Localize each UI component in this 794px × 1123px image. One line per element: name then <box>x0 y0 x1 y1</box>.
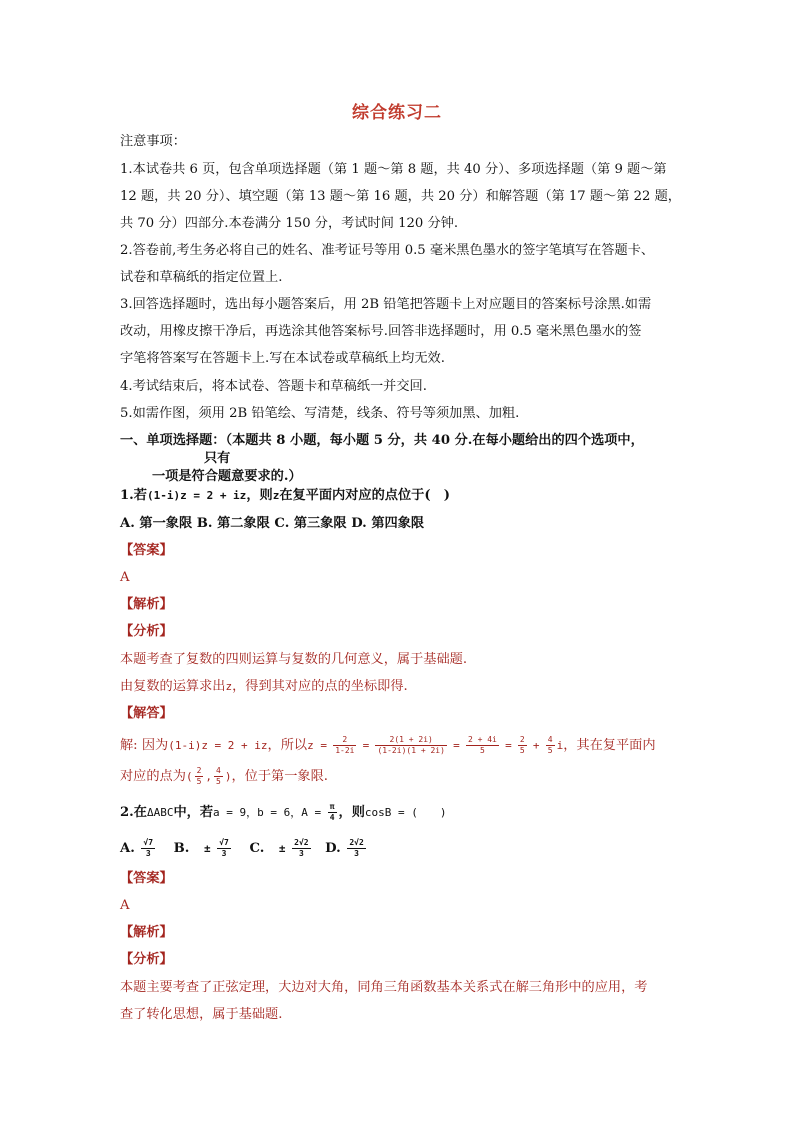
q1-answer-tag: 【答案】 <box>120 543 173 558</box>
note-4: 4.考试结束后，将本试卷、答题卡和草稿纸一并交回. <box>120 379 427 394</box>
note-3-line-3: 字笔将答案写在答题卡上.写在本试卷或草稿纸上均无效. <box>120 351 445 366</box>
question-1-stem: 1.若(1-i)z = 2 + iz，则z在复平面内对应的点位于( ) <box>120 488 451 503</box>
page-title: 综合练习二 <box>352 103 442 123</box>
q2-answer-tag: 【答案】 <box>120 871 173 886</box>
fraction: $\frac{2(1 + 2i)}{(1-2i)(1 + 2i)}$ <box>377 735 445 755</box>
section-1-heading: 一、单项选择题：（本题共 8 小题，每小题 5 分，共 40 分.在每小题给出的四个选项中， <box>120 433 644 448</box>
q1-jieda-tag: 【解答】 <box>120 706 173 721</box>
fraction: $\frac{√7}{3}$ <box>219 838 229 858</box>
note-1-line-1: 1.本试卷共 6 页，包含单项选择题（第 1 题～第 8 题，共 40 分）、多项选择题（第 9 题～第 <box>120 162 667 177</box>
note-1-line-3: 共 70 分）四部分.本卷满分 150 分，考试时间 120 分钟. <box>120 216 459 231</box>
q1-answer: A <box>120 570 130 585</box>
q2-fenxi-2: 查了转化思想，属于基础题. <box>120 1007 283 1022</box>
question-1-options: A. 第一象限 B. 第二象限 C. 第三象限 D. 第四象限 <box>120 516 425 531</box>
q2-answer: A <box>120 898 130 913</box>
note-3-line-2: 改动，用橡皮擦干净后，再选涂其他答案标号.回答非选择题时，用 0.5 毫米黑色墨水的签 <box>120 324 642 339</box>
fraction: $\frac{2√2}{3}$ <box>349 838 364 858</box>
note-1-line-2: 12 题，共 20 分）、填空题（第 13 题～第 16 题，共 20 分）和解答题（第 17 题～第 22 题， <box>120 189 681 204</box>
fraction: $\frac{4}{5}$ <box>547 735 553 755</box>
question-2-stem: 2.在ΔABC中，若a = 9，b = 6，A = $\frac{\pi}{4}$ ，则cosB = ( ) <box>120 802 447 822</box>
q1-solution-line-2: 对应的点为( $\frac{2}{5}$ , $\frac{4}{5}$ )，位于第一象限. <box>120 766 328 786</box>
note-2-line-2: 试卷和草稿纸的指定位置上. <box>120 270 283 285</box>
note-3-line-1: 3.回答选择题时，选出每小题答案后，用 2B 铅笔把答题卡上对应题目的答案标号涂黑.如需 <box>120 297 652 312</box>
fraction: $\frac{2√2}{3}$ <box>294 838 309 858</box>
fraction: $\frac{2}{1-2i}$ <box>335 735 355 755</box>
q2-fenxi-tag: 【分析】 <box>120 952 173 967</box>
section-1-heading-cont: 只有 <box>204 451 231 466</box>
question-2-options: A. $\frac{√7}{3}$ B. ± $\frac{√7}{3}$ C. ± $\frac{2√2}{3}$ D. $\frac{2√2}{3}$ <box>120 838 364 858</box>
q1-equation: (1-i)z = 2 + iz <box>146 489 247 502</box>
notes-heading: 注意事项： <box>120 134 186 149</box>
fraction: $\frac{√7}{3}$ <box>143 838 154 858</box>
q1-fenxi-2: 由复数的运算求出z，得到其对应的点的坐标即得. <box>120 679 408 694</box>
q1-fenxi-1: 本题考查了复数的四则运算与复数的几何意义，属于基础题. <box>120 652 468 667</box>
q1-analysis-tag: 【解析】 <box>120 597 173 612</box>
fraction: $\frac{2}{5}$ <box>519 735 525 755</box>
note-2-line-1: 2.答卷前,考生务必将自己的姓名、准考证号等用 0.5 毫米黑色墨水的签字笔填写在答题卡、 <box>120 243 655 258</box>
fraction: $\frac{2}{5}$ <box>196 766 202 786</box>
q2-fenxi-1: 本题主要考查了正弦定理，大边对大角，同角三角函数基本关系式在解三角形中的应用，考 <box>120 980 648 995</box>
note-5: 5.如需作图，须用 2B 铅笔绘、写清楚，线条、符号等须加黑、加粗. <box>120 406 520 421</box>
fraction: $\frac{2 + 4i}{5}$ <box>467 735 497 755</box>
q2-analysis-tag: 【解析】 <box>120 925 173 940</box>
section-1-heading-end: 一项是符合题意要求的.） <box>152 469 302 484</box>
fraction: $\frac{\pi}{4}$ <box>329 802 335 822</box>
fraction: $\frac{4}{5}$ <box>216 766 221 786</box>
q1-fenxi-tag: 【分析】 <box>120 624 173 639</box>
q1-solution-line-1: 解: 因为(1-i)z = 2 + iz，所以z = $\frac{2}{1-2i}$ = $\frac{2(1 + 2i)}{(1-2i)(1 + 2i)}$ = $\frac{2 + 4i}{5}$ = $\frac{2}{5}$ + $\frac{4}{5}$ i，其在复平面内 <box>120 735 656 755</box>
